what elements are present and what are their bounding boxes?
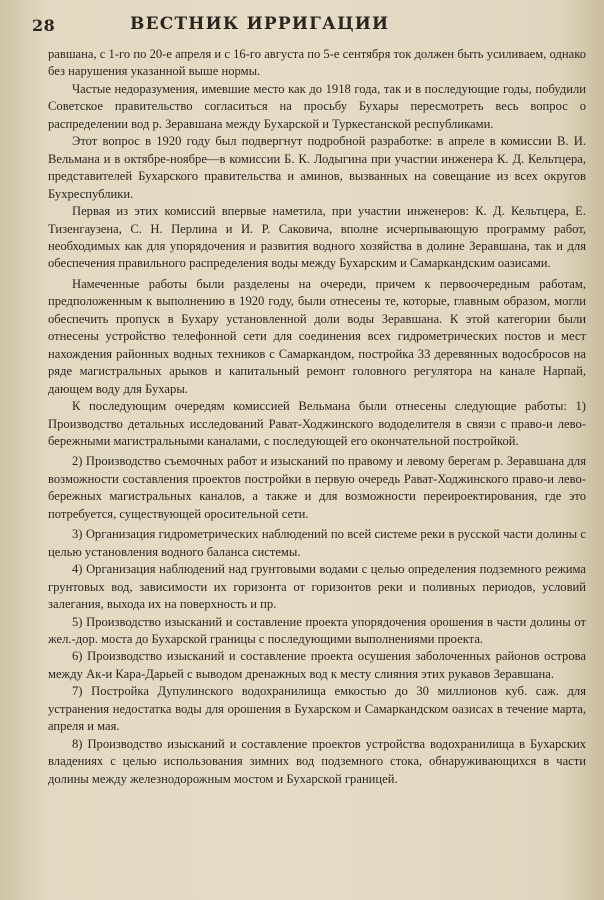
paragraph: Первая из этих комиссий впервые наметила, при участии инженеров: К. Д. Кельтцера, Е. Тизенгаузена, С. Н. Перлина и И. Р. Саковича, вполне исчерпывающую программу работ, необходимых как для упорядочения и развития водного хозяйства в долине Зеравшана, так и для обеспечения правильного распределения воды между Бухарским и Самаркандским оазисами. [48,204,586,271]
list-item: 7) Постройка Дупулинского водохранилища емкостью до 30 миллионов куб. саж. для устранения недостатка воды для орошения в Бухарском и Самаркандском оазисах в течение марта, апреля и мая. [48,684,586,734]
list-item: 4) Организация наблюдений над грунтовыми водами с целью определения подземного режима грунтовых вод, зависимости их горизонта от горизонтов реки и поливных периодов, условий залегания, выхода их на поверхность и пр. [48,562,586,612]
list-item: 6) Производство изысканий и составление проекта осушения заболоченных районов острова между Ак-и Кара-Дарьей с выводом дренажных вод к месту слияния этих рукавов Зеравшана. [48,649,586,681]
paragraph: равшана, с 1-го по 20-е апреля и с 16-го августа по 5-е сентября ток должен быть усиливаем, однако без нарушения указанной выше нормы. [48,47,586,79]
list-item: 2) Производство съемочных работ и изысканий по правому и левому берегам р. Зеравшана для возможности составления проектов постройки в первую очередь Рават-Ходжинского право-и лево-бережных магистральных каналов, а также и для возможности переироектирования, где это потребуется, существующей оросительной сети. [48,454,586,521]
paragraph: К последующим очередям комиссией Вельмана были отнесены следующие работы: 1) Производство детальных исследований Рават-Ходжинского вододелителя в связи с право-и лево-бережными магистральными каналами, с последующей его окончательной постройкой. [48,399,586,448]
paragraph: Частые недоразумения, имевшие место как до 1918 года, так и в последующие годы, побудили Советское правительство согласиться на просьбу Бухары пересмотреть весь вопрос о распределении вод р. Зеравшана между Бухарской и Туркестанской республиками. [48,81,586,131]
journal-title: ВЕСТНИК ИРРИГАЦИИ [130,14,390,34]
article-body [48,46,586,888]
page-header [0,14,604,40]
paragraph: Намеченные работы были разделены на очереди, причем к первоочередным работам, предположенным к выполнению в 1920 году, были отнесены те, которые, главным образом, могли обеспечить пропуск в Бухару установленной доли воды Зеравшана. К этой категории были отнесены устройство телефонной сети для соединения всех гидрометрических постов и мест нахождения районных водных техников с Самаркандом, постройка 33 деревянных водосбросов на ряде магистральных арыков и капитальный ремонт головного регулятора на канале Нарпай, дающем воду для Бухары. [48,276,586,396]
paragraph: Этот вопрос в 1920 году был подвергнут подробной разработке: в апреле в комиссии В. И. Вельмана и в октябре-ноябре—в комиссии Б. К. Лодыгина при участии инженера К. Д. Кельтцера, представителей Бухарского правительства и аминов, вызванных на совещание из всех округов Бухреспублики. [48,134,586,201]
list-item: 3) Организация гидрометрических наблюдений по всей системе реки в русской части долины с целью установления водного баланса системы. [48,527,586,559]
list-item: 8) Производство изысканий и составление проектов устройства водохранилища в Бухарских владениях с целью использования зимних вод подземного стока, обнаруживающихся в части долины между железнодорожным мостом и Бухарской границей. [48,736,586,786]
list-item: 5) Производство изысканий и составление проекта упорядочения орошения в части долины от жел.-дор. моста до Бухарской границы с последующими выполнениями проекта. [48,614,586,646]
page-number: 28 [32,16,56,35]
